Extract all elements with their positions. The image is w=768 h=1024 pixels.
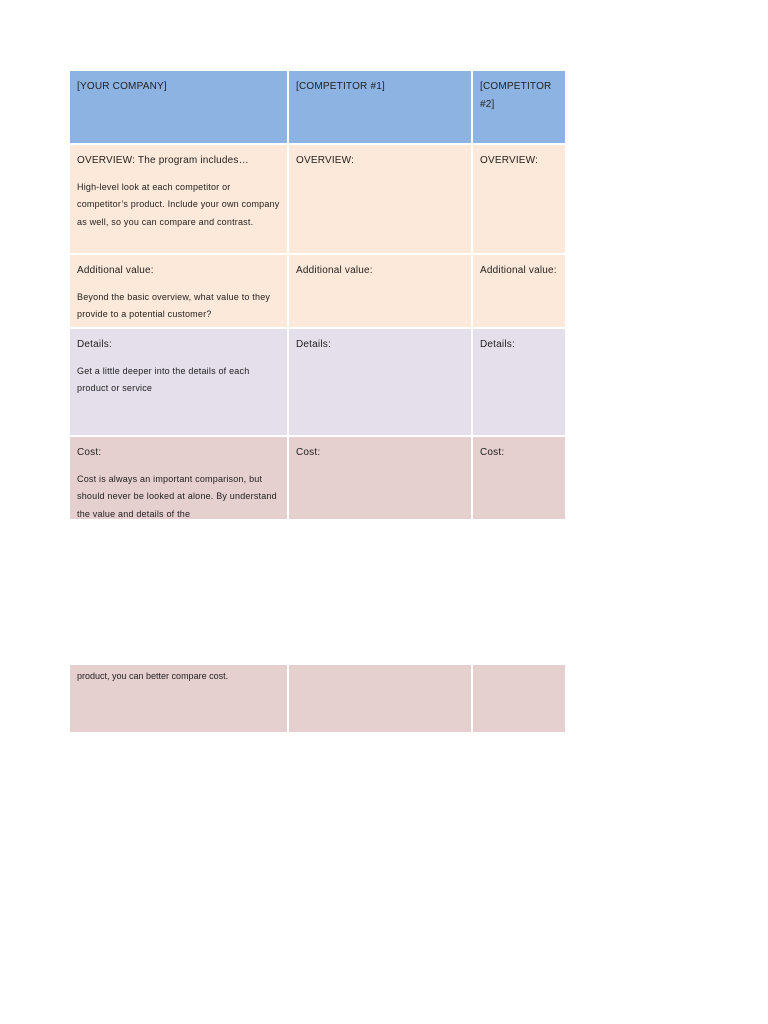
- additional-value-label: Additional value:: [296, 265, 373, 276]
- cost-label: Cost:: [296, 447, 321, 458]
- additional-value-label: Additional value:: [77, 265, 154, 276]
- header-competitor-1: [289, 71, 473, 145]
- cost-description: Cost is always an important comparison, but should never be looked at alone. By understand the value and details of the: [77, 473, 277, 519]
- details-cell-your-company: [70, 329, 289, 437]
- overview-label: OVERVIEW:: [296, 155, 355, 166]
- overview-label: OVERVIEW: The program includes…: [77, 155, 249, 166]
- details-label: Details:: [480, 339, 515, 350]
- cost-description-continuation: product, you can better compare cost.: [77, 671, 229, 681]
- details-cell-competitor-2: [473, 329, 565, 437]
- overview-cell-your-company: [70, 145, 289, 255]
- additional-value-cell-competitor-2: [473, 255, 565, 329]
- additional-value-cell-your-company: [70, 255, 289, 329]
- cost-continuation-competitor-1: [289, 665, 473, 732]
- competitor-comparison-table: [70, 71, 565, 519]
- cost-continuation-competitor-2: [473, 665, 565, 732]
- cost-cell-competitor-2: [473, 437, 565, 519]
- details-description: Get a little deeper into the details of each product or service: [77, 365, 250, 393]
- header-label: [COMPETITOR #2]: [480, 81, 552, 110]
- details-cell-competitor-1: [289, 329, 473, 437]
- details-label: Details:: [77, 339, 112, 350]
- additional-value-cell-competitor-1: [289, 255, 473, 329]
- comparison-table-continuation: [70, 665, 565, 732]
- overview-cell-competitor-2: [473, 145, 565, 255]
- cost-cell-competitor-1: [289, 437, 473, 519]
- header-competitor-2: [473, 71, 565, 145]
- cost-continuation-your-company: [70, 665, 289, 732]
- header-label: [YOUR COMPANY]: [77, 81, 167, 92]
- overview-description: High-level look at each competitor or competitor’s product. Include your own company as well, so you can compare and contrast.: [77, 181, 280, 227]
- cost-cell-your-company: [70, 437, 289, 519]
- cost-label: Cost:: [77, 447, 102, 458]
- overview-label: OVERVIEW:: [480, 155, 539, 166]
- details-label: Details:: [296, 339, 331, 350]
- header-your-company: [70, 71, 289, 145]
- additional-value-description: Beyond the basic overview, what value to they provide to a potential customer?: [77, 291, 271, 319]
- overview-cell-competitor-1: [289, 145, 473, 255]
- additional-value-label: Additional value:: [480, 265, 557, 276]
- cost-label: Cost:: [480, 447, 505, 458]
- header-label: [COMPETITOR #1]: [296, 81, 385, 92]
